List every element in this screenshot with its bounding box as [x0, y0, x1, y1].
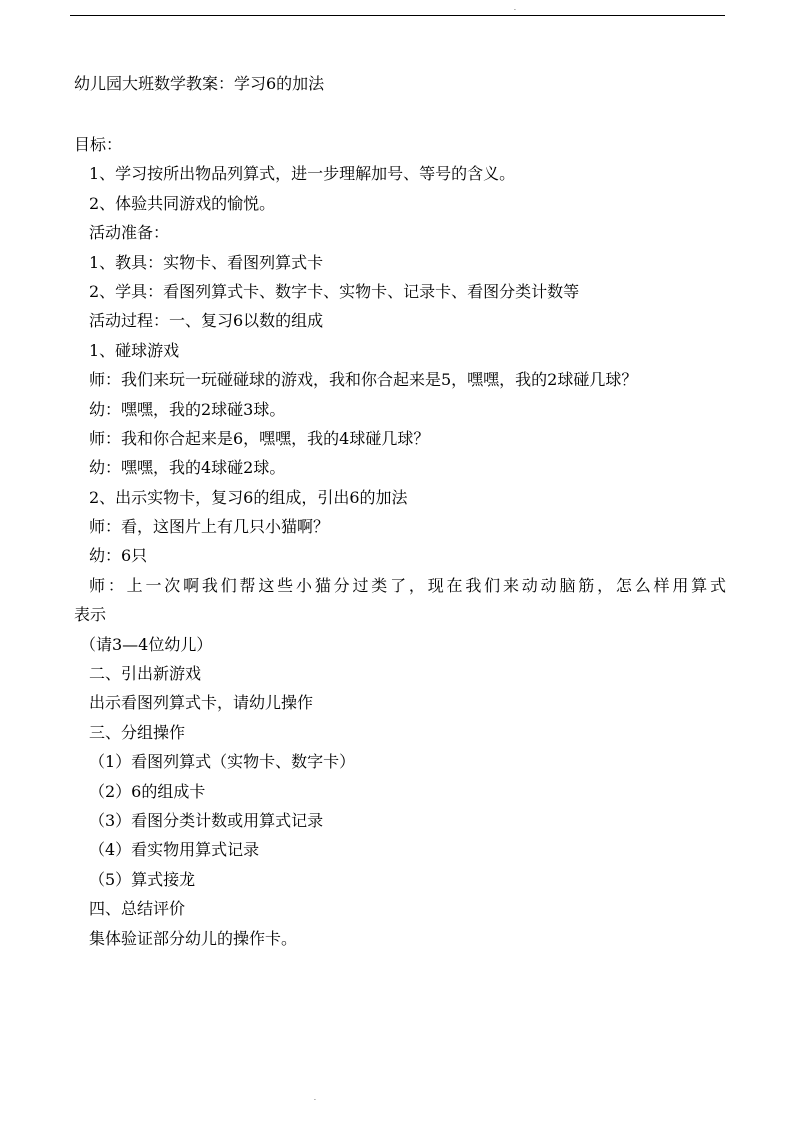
body-line: 活动过程：一、复习6以数的组成 — [89, 311, 324, 331]
body-line: 1、学习按所出物品列算式，进一步理解加号、等号的含义。 — [89, 164, 516, 184]
footer-mark: . — [314, 1095, 316, 1102]
body-line: 出示看图列算式卡，请幼儿操作 — [89, 693, 314, 713]
body-line: 二、引出新游戏 — [89, 664, 202, 684]
body-line: 师：上一次啊我们帮这些小猫分过类了，现在我们来动动脑筋，怎么样用算式 — [89, 575, 726, 595]
body-line: 表示 — [74, 605, 107, 625]
document-title: 幼儿园大班数学教案：学习6的加法 — [74, 74, 325, 93]
body-line: （5）算式接龙 — [89, 869, 196, 889]
body-line: 活动准备： — [89, 223, 170, 243]
body-line: 2、出示实物卡，复习6的组成，引出6的加法 — [89, 487, 408, 507]
body-line: （4）看实物用算式记录 — [89, 840, 260, 860]
body-line: 集体验证部分幼儿的操作卡。 — [89, 928, 298, 948]
body-line: （3）看图分类计数或用算式记录 — [89, 810, 324, 830]
body-line: （1）看图列算式（实物卡、数字卡） — [89, 752, 356, 772]
body-line: 2、体验共同游戏的愉悦。 — [89, 193, 276, 213]
body-line: 师：我和你合起来是6，嘿嘿，我的4球碰几球？ — [89, 428, 430, 448]
body-line: 2、学具：看图列算式卡、数字卡、实物卡、记录卡、看图分类计数等 — [89, 281, 580, 301]
body-line: （2）6的组成卡 — [89, 781, 206, 801]
body-line: （请3—4位幼儿） — [80, 634, 213, 654]
body-line: 1、碰球游戏 — [89, 340, 180, 360]
body-line: 幼：嘿嘿，我的4球碰2球。 — [89, 458, 286, 478]
body-line: 师：我们来玩一玩碰碰球的游戏，我和你合起来是5，嘿嘿，我的2球碰几球？ — [89, 370, 638, 390]
body-line: 三、分组操作 — [89, 722, 186, 742]
body-line: 目标： — [74, 135, 123, 154]
document-body — [74, 130, 726, 953]
header-rule — [70, 15, 725, 16]
body-line: 幼：6只 — [89, 546, 148, 566]
body-line: 幼：嘿嘿，我的2球碰3球。 — [89, 399, 286, 419]
body-line: 四、总结评价 — [89, 899, 186, 919]
body-line: 师：看，这图片上有几只小猫啊？ — [89, 517, 330, 537]
header-mark: . — [514, 5, 516, 12]
body-line: 1、教具：实物卡、看图列算式卡 — [89, 252, 324, 272]
